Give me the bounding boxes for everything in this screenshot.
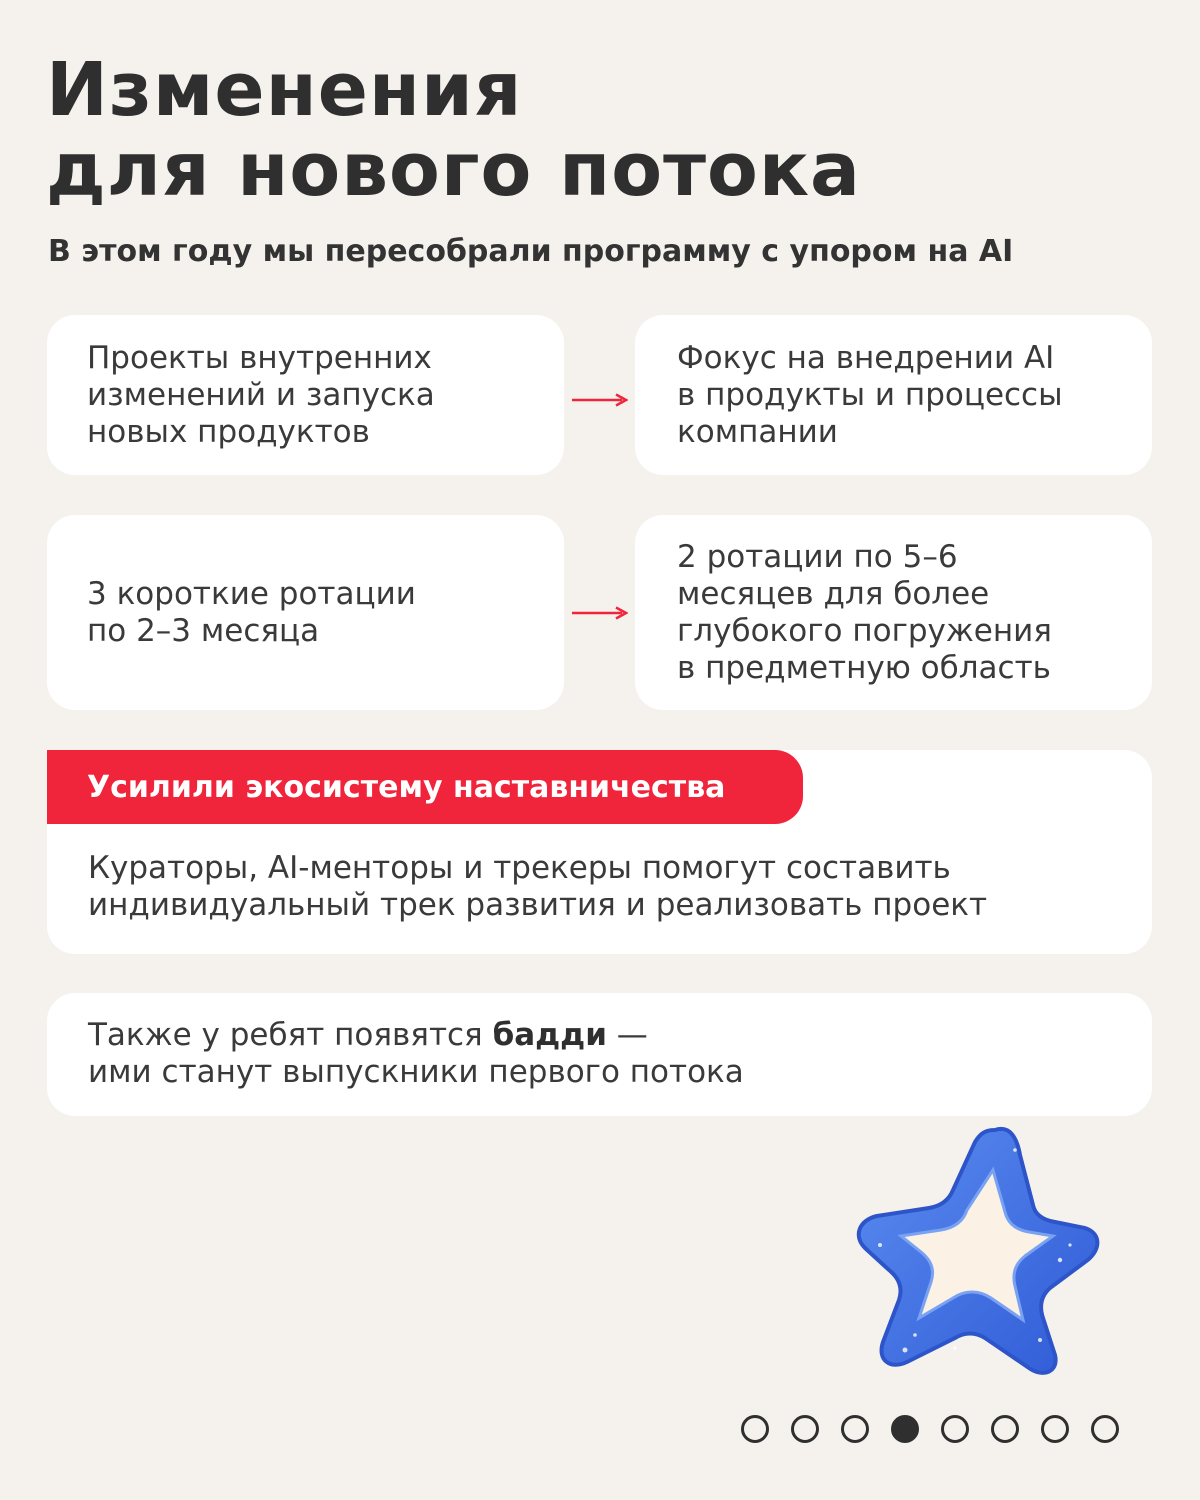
page-title [46, 47, 861, 213]
card-line: глубокого погружения [677, 612, 1052, 649]
card-line: компании [677, 413, 838, 450]
mentorship-line: Кураторы, AI-менторы и трекеры помогут составить [88, 850, 951, 886]
card-before-projects [47, 315, 564, 475]
card-text [87, 340, 435, 451]
buddy-suffix: — [616, 1017, 648, 1053]
card-line: Фокус на внедрении AI [677, 339, 1055, 376]
card-line: изменений и запуска [87, 376, 435, 413]
buddy-line-2: ими станут выпускники первого потока [88, 1054, 744, 1090]
page-dot-5[interactable] [941, 1415, 969, 1443]
page-dot-1[interactable] [741, 1415, 769, 1443]
page-dot-7[interactable] [1041, 1415, 1069, 1443]
card-line: месяцев для более [677, 575, 990, 612]
buddy-line-1 [88, 1017, 744, 1054]
buddy-bold: бадди [492, 1017, 607, 1053]
card-line: в продукты и процессы [677, 376, 1063, 413]
page-dot-8[interactable] [1091, 1415, 1119, 1443]
title-line-2: для нового потока [46, 127, 861, 213]
card-line: 2 ротации по 5–6 [677, 538, 958, 575]
mentorship-text [88, 850, 987, 924]
card-after-ai-focus [635, 315, 1152, 475]
pagination-dots [741, 1415, 1119, 1443]
card-line: Проекты внутренних [87, 339, 432, 376]
card-after-rotations [635, 515, 1152, 710]
card-line: в предметную область [677, 649, 1051, 686]
card-text [87, 576, 416, 650]
page-dot-4-active[interactable] [891, 1415, 919, 1443]
page-dot-2[interactable] [791, 1415, 819, 1443]
page-dot-6[interactable] [991, 1415, 1019, 1443]
mentorship-line: индивидуальный трек развития и реализовать проект [88, 887, 988, 923]
card-line: по 2–3 месяца [87, 612, 320, 649]
page-dot-3[interactable] [841, 1415, 869, 1443]
mentorship-heading [47, 750, 803, 824]
arrow-right-icon [572, 606, 628, 620]
card-text [677, 539, 1052, 687]
page-subtitle: В этом году мы пересобрали программу с упором на AI [48, 234, 1014, 269]
card-line: 3 короткие ротации [87, 575, 416, 612]
mentorship-heading-text: Усилили экосистему наставничества [87, 769, 726, 805]
star-icon [845, 1110, 1105, 1380]
card-before-rotations [47, 515, 564, 710]
title-line-1: Изменения [46, 47, 523, 133]
card-text [677, 340, 1063, 451]
buddy-prefix: Также у ребят появятся [88, 1017, 483, 1053]
buddy-text [88, 1017, 744, 1091]
card-line: новых продуктов [87, 413, 370, 450]
arrow-right-icon [572, 393, 628, 407]
